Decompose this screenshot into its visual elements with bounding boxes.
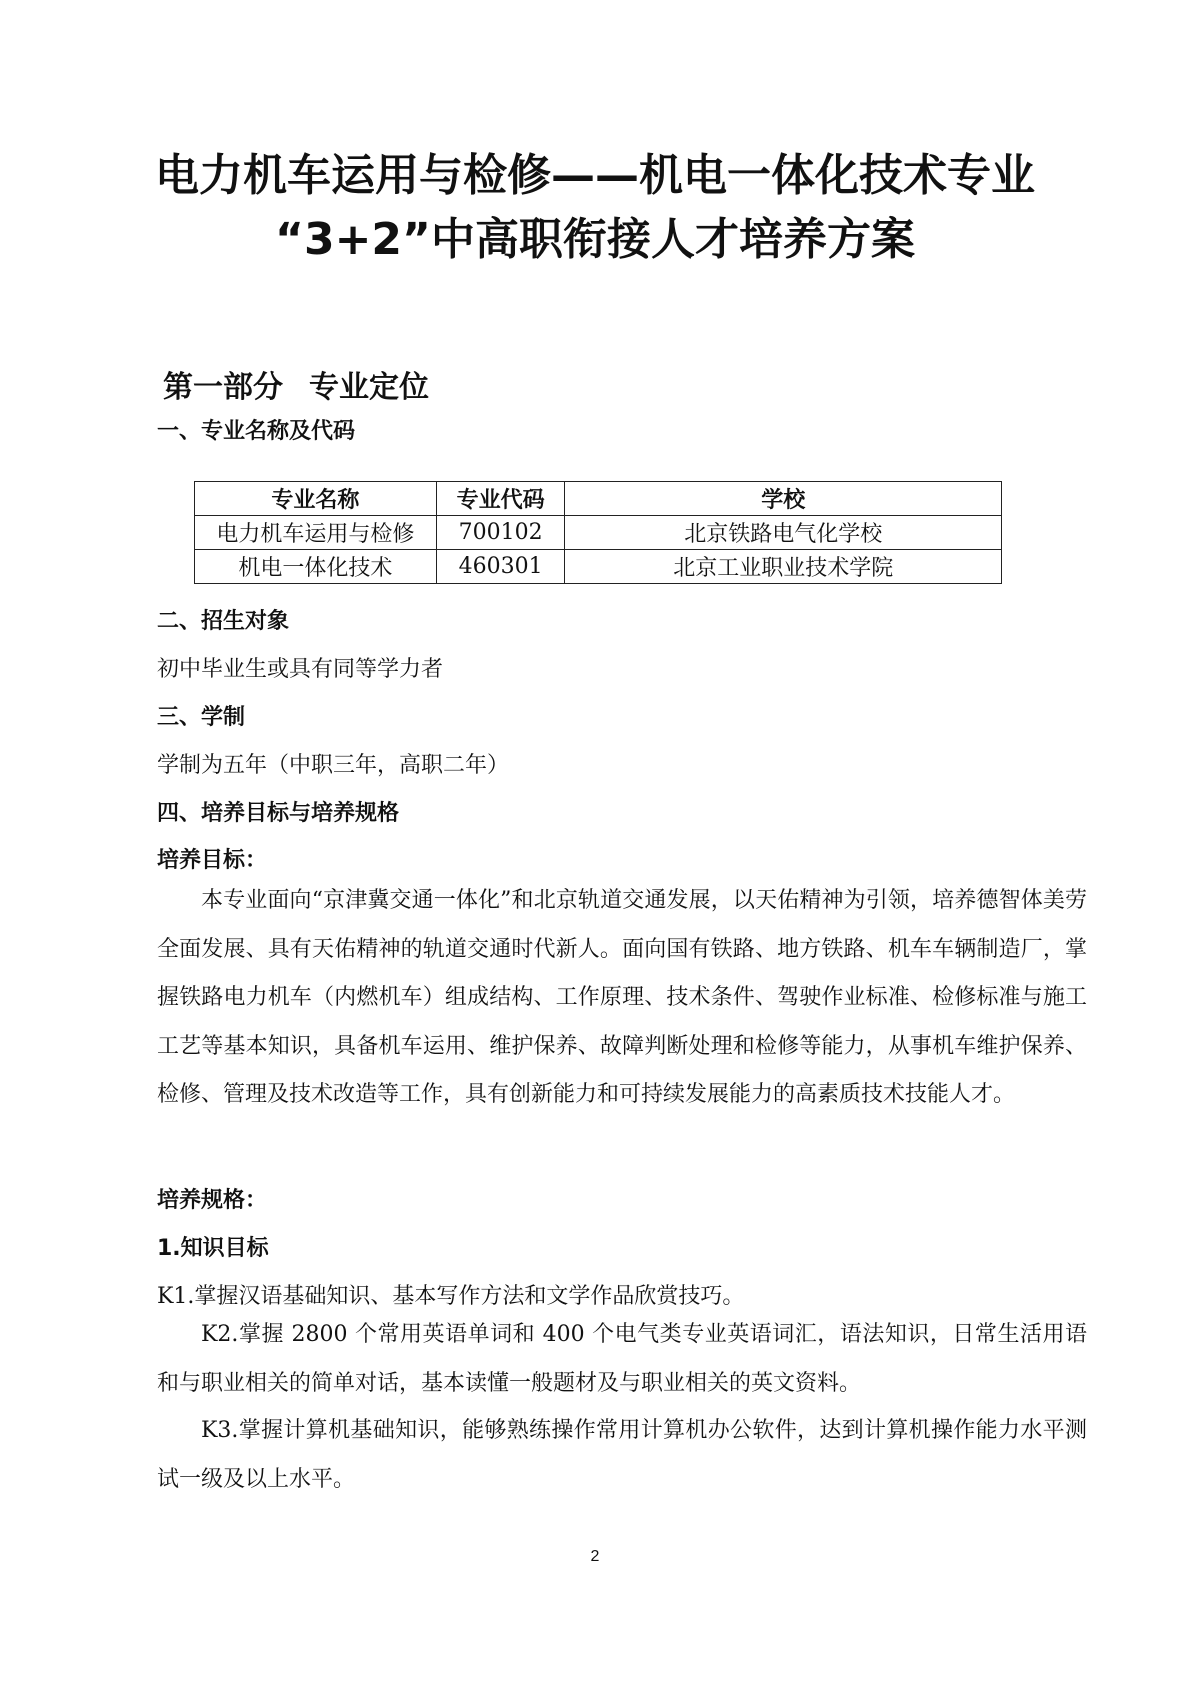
training-goal-heading: 培养目标： xyxy=(157,848,268,873)
section-heading-enrollment: 二、招生对象 xyxy=(157,609,290,634)
table-cell: 北京工业职业技术学院 xyxy=(565,550,1002,584)
knowledge-item-k2: K2.掌握 2800 个常用英语单词和 400 个电气类专业英语词汇，语法知识，日常生活用语和与职业相关的简单对话，基本读懂一般题材及与职业相关的英文资料。 xyxy=(157,1322,1087,1396)
table-cell: 460301 xyxy=(436,550,565,584)
table-row xyxy=(195,550,1002,584)
knowledge-goal-heading: 1.知识目标 xyxy=(157,1236,269,1261)
table-header-cell: 专业代码 xyxy=(436,482,565,516)
table-row xyxy=(195,516,1002,550)
table-cell: 700102 xyxy=(436,516,565,550)
table-header-cell: 专业名称 xyxy=(195,482,437,516)
knowledge-item-k3: K3.掌握计算机基础知识，能够熟练操作常用计算机办公软件，达到计算机操作能力水平测试一级及以上水平。 xyxy=(157,1418,1087,1492)
document-title-line-1: 电力机车运用与检修——机电一体化技术专业 xyxy=(155,150,1035,201)
table-cell: 北京铁路电气化学校 xyxy=(565,516,1002,550)
table-header-row xyxy=(195,482,1002,516)
table-cell: 机电一体化技术 xyxy=(195,550,437,584)
page-number: 2 xyxy=(590,1548,600,1565)
section-heading-goals-specs: 四、培养目标与培养规格 xyxy=(157,801,400,826)
part-number: 第一部分 xyxy=(163,370,283,405)
section-heading-name-code: 一、专业名称及代码 xyxy=(157,419,356,444)
training-spec-heading: 培养规格： xyxy=(157,1188,268,1213)
table-header-cell: 学校 xyxy=(565,482,1002,516)
knowledge-item-k1: K1.掌握汉语基础知识、基本写作方法和文学作品欣赏技巧。 xyxy=(157,1284,745,1309)
duration-text: 学制为五年（中职三年，高职二年） xyxy=(157,753,510,778)
enrollment-text: 初中毕业生或具有同等学力者 xyxy=(157,657,444,682)
part-heading xyxy=(163,362,429,406)
major-code-table xyxy=(194,481,1002,584)
document-title-line-2: “3+2”中高职衔接人才培养方案 xyxy=(275,214,915,265)
table-cell: 电力机车运用与检修 xyxy=(195,516,437,550)
part-name: 专业定位 xyxy=(309,370,429,405)
training-goal-text: 本专业面向“京津冀交通一体化”和北京轨道交通发展，以天佑精神为引领，培养德智体美劳全面发展、具有天佑精神的轨道交通时代新人。面向国有铁路、地方铁路、机车车辆制造厂，掌握铁路电力机车（内燃机车）组成结构、工作原理、技术条件、驾驶作业标准、检修标准与施工工艺等基本知识，具备机车运用、维护保养、故障判断处理和检修等能力，从事机车维护保养、检修、管理及技术改造等工作，具有创新能力和可持续发展能力的高素质技术技能人才。 xyxy=(157,888,1087,1107)
section-heading-duration: 三、学制 xyxy=(157,705,246,730)
